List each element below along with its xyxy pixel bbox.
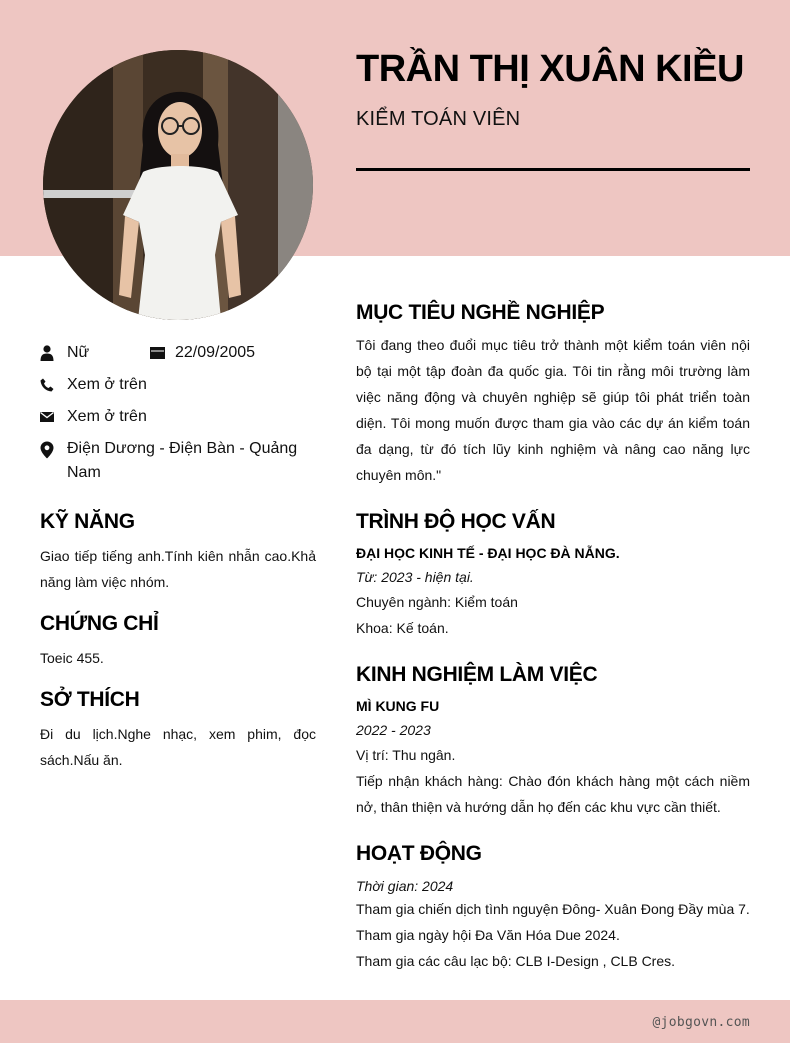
gender-value: Nữ: [67, 344, 90, 361]
experience-period: 2022 - 2023: [356, 722, 431, 738]
phone-value: Xem ở trên: [67, 376, 147, 393]
certificates-text: Toeic 455.: [40, 650, 104, 666]
activities-time: Thời gian: 2024: [356, 878, 454, 894]
activities-heading: HOẠT ĐỘNG: [356, 842, 482, 865]
education-period: Từ: 2023 - hiện tại.: [356, 569, 474, 585]
experience-heading: KINH NGHIỆM LÀM VIỆC: [356, 663, 598, 686]
profile-photo: [43, 50, 313, 320]
birthdate-row: [150, 341, 255, 365]
activity-item: Tham gia chiến dịch tình nguyện Đông- Xuân Đong Đầy mùa 7.: [356, 901, 750, 917]
certificates-heading: CHỨNG CHỈ: [40, 612, 159, 635]
header-divider: [356, 168, 750, 171]
person-icon: [40, 345, 54, 361]
hobbies-text: Đi du lịch.Nghe nhạc, xem phim, đọc sách.Nấu ăn.: [40, 726, 316, 768]
education-school: ĐẠI HỌC KINH TẾ - ĐẠI HỌC ĐÀ NẴNG.: [356, 545, 620, 561]
birthdate-value: 22/09/2005: [175, 344, 256, 361]
skills-text: Giao tiếp tiếng anh.Tính kiên nhẫn cao.Khả năng làm việc nhóm.: [40, 548, 316, 590]
job-title: KIỂM TOÁN VIÊN: [356, 108, 521, 130]
activity-item: Tham gia các câu lạc bộ: CLB I-Design , CLB Cres.: [356, 953, 676, 969]
gender-row: [40, 341, 89, 365]
objective-text: Tôi đang theo đuổi mục tiêu trở thành một kiểm toán viên nội bộ tại một tập đoàn đa quốc gia. Tôi tin rằng môi trường làm việc năng động và chuyên nghiệp sẽ giúp tôi phát triển toàn diện. Tôi mong muốn được tham gia vào các dự án kiểm toán đa dạng, từ đó tích lũy kinh nghiệm và nâng cao năng lực chuyên môn.": [356, 337, 750, 483]
objective-heading: MỤC TIÊU NGHỀ NGHIỆP: [356, 301, 605, 324]
hobbies-heading: SỞ THÍCH: [40, 688, 140, 711]
experience-description: Tiếp nhận khách hàng: Chào đón khách hàng một cách niềm nở, thân thiện và hướng dẫn họ đến các khu vực cần thiết.: [356, 773, 750, 815]
address-value: Điện Dương - Điện Bàn - Quảng Nam: [67, 440, 298, 481]
phone-row: [40, 373, 147, 397]
candidate-name: TRẦN THỊ XUÂN KIỀU: [356, 48, 744, 90]
location-pin-icon: [40, 441, 54, 459]
education-major: Chuyên ngành: Kiểm toán: [356, 594, 518, 610]
experience-company: MÌ KUNG FU: [356, 698, 440, 714]
email-value: Xem ở trên: [67, 408, 147, 425]
footer-watermark: @jobgovn.com: [652, 1015, 750, 1030]
calendar-icon: [150, 345, 165, 361]
education-heading: TRÌNH ĐỘ HỌC VẤN: [356, 510, 556, 533]
phone-icon: [40, 377, 54, 393]
activity-item: Tham gia ngày hội Đa Văn Hóa Due 2024.: [356, 927, 620, 943]
education-faculty: Khoa: Kế toán.: [356, 620, 449, 636]
experience-position: Vị trí: Thu ngân.: [356, 747, 456, 763]
mail-icon: [40, 409, 54, 425]
address-row: [40, 437, 316, 485]
skills-heading: KỸ NĂNG: [40, 510, 135, 533]
email-row: [40, 405, 147, 429]
